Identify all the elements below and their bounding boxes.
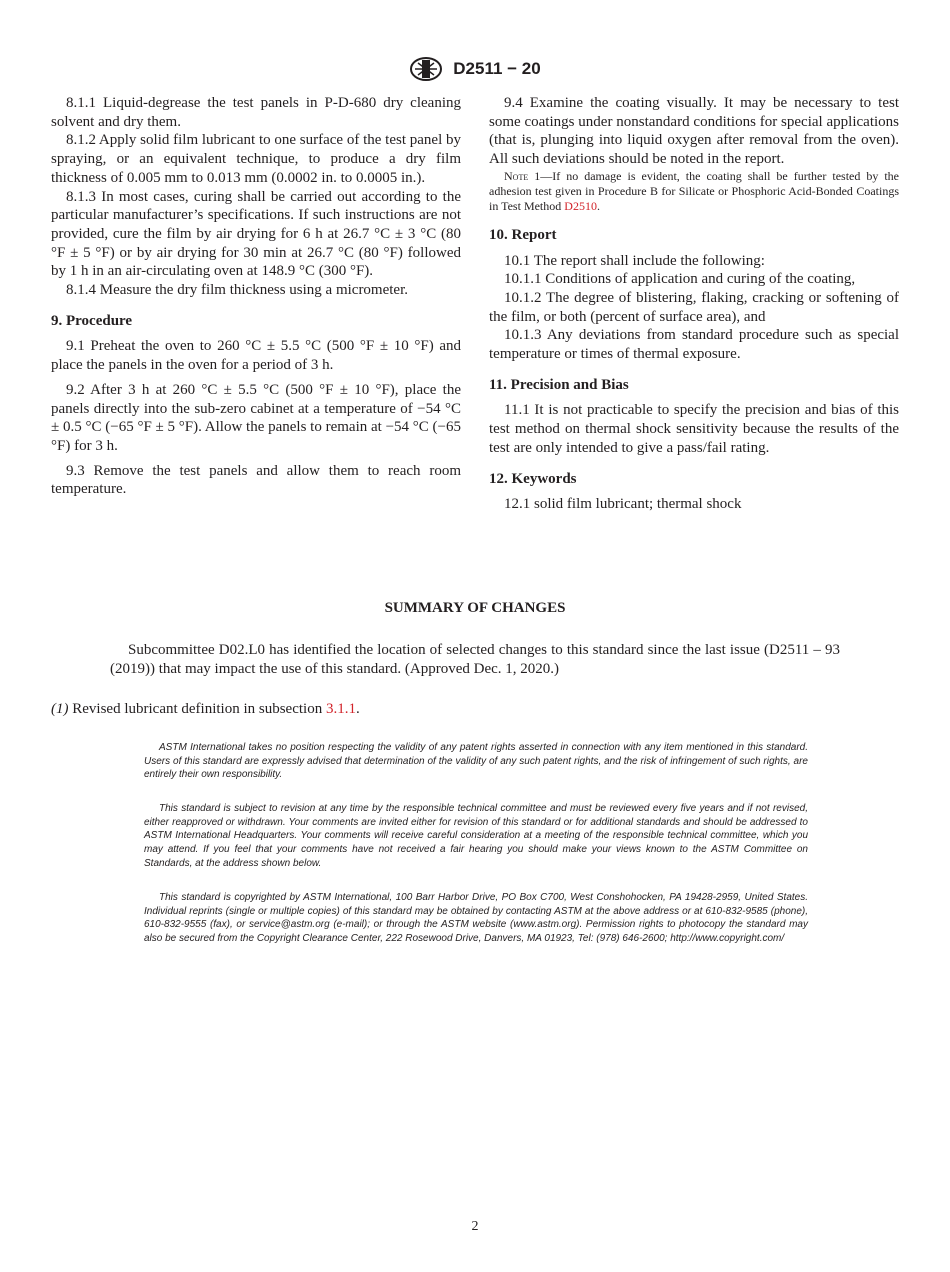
paragraph-8-1-1: 8.1.1 Liquid-degrease the test panels in P-D-680 dry cleaning solvent and dry them.	[51, 95, 461, 130]
section-heading-report: 10. Report	[489, 226, 557, 243]
paragraph-9-2: 9.2 After 3 h at 260 °C ± 5.5 °C (500 °F ± 10 °F), place the panels directly into the sub-zero cabinet at a temperature of −54 °C ± 0.5 °C (−65 °F ± 5 °F). Allow the panels to remain at −54 °C (−65 °F) for 3 h.	[51, 381, 461, 454]
paragraph-8-1-3: 8.1.3 In most cases, curing shall be carried out according to the particular manufacturer’s specifications. If such instructions are not provided, cure the film by air drying for 6 h at 26.7 °C ± 3 °C (80 °F ± 5 °F) or by air drying for 30 min at 26.7 °C (80 °F) followed by 1 h in an air-circulating oven at 148.9 °C (300 °F).	[51, 188, 461, 280]
document-id: D2511 − 20	[453, 59, 541, 78]
right-column	[489, 94, 899, 514]
paragraph-11-1: 11.1 It is not practicable to specify the precision and bias of this test method on thermal shock sensitivity because the results of the test are only intended to give a pass/fail rating.	[489, 402, 899, 456]
summary-intro: Subcommittee D02.L0 has identified the location of selected changes to this standard since the last issue (D2511 – 93 (2019)) that may impact the use of this standard. (Approved Dec. 1, 2020.)	[110, 642, 840, 677]
paragraph-9-4: 9.4 Examine the coating visually. It may be necessary to test some coatings under nonstandard conditions for special applications (that is, plunging into liquid oxygen after removal from the oven). All such deviations should be noted in the report.	[489, 95, 899, 168]
paragraph-8-1-2: 8.1.2 Apply solid film lubricant to one surface of the test panel by spraying, or an equivalent technique, to produce a dry film thickness of 0.005 mm to 0.013 mm (0.0002 in. to 0.0005 in.).	[51, 132, 461, 186]
paragraph-10-1-2: 10.1.2 The degree of blistering, flaking, cracking or softening of the film, or both (percent of surface area), and	[489, 289, 899, 325]
left-column	[51, 94, 461, 499]
page-number: 2	[471, 1219, 479, 1234]
note-label: Note 1	[504, 168, 541, 183]
paragraph-10-1-1: 10.1.1 Conditions of application and curing of the coating,	[504, 271, 856, 288]
section-heading-procedure: 9. Procedure	[51, 312, 133, 329]
note-end: .	[596, 198, 600, 213]
d2510-link[interactable]: D2510	[564, 198, 597, 213]
note-text: —If no damage is evident, the coating shall be further tested by the adhesion test given in Procedure B for Silicate or Phosphoric Acid-Bonded Coatings in Test Method	[489, 168, 900, 213]
change-item-end: .	[355, 701, 360, 717]
change-item-text: Revised lubricant definition in subsection	[68, 701, 326, 717]
note-1	[489, 169, 899, 214]
subsection-3-1-1-link[interactable]: 3.1.1	[325, 701, 356, 717]
paragraph-10-1: 10.1 The report shall include the following:	[504, 252, 765, 269]
summary-of-changes-title: SUMMARY OF CHANGES	[384, 600, 566, 616]
page-header	[0, 56, 950, 82]
paragraph-9-1: 9.1 Preheat the oven to 260 °C ± 5.5 °C (500 °F ± 10 °F) and place the panels in the oven for a period of 3 h.	[51, 338, 461, 374]
paragraph-10-1-3: 10.1.3 Any deviations from standard procedure such as special temperature or times of thermal exposure.	[489, 327, 899, 363]
change-item	[51, 701, 901, 718]
revision-notice: This standard is subject to revision at any time by the responsible technical committee and must be reviewed every five years and if not revised, either reapproved or withdrawn. Your comments are invited either for revision of this standard or for additional standards and should be addressed to ASTM International Headquarters. Your comments will receive careful consideration at a meeting of the responsible technical committee, which you may attend. If you feel that your comments have not received a fair hearing you should make your views known to the ASTM Committee on Standards, at the address shown below.	[144, 803, 808, 869]
section-heading-precision-bias: 11. Precision and Bias	[489, 376, 629, 393]
paragraph-9-3: 9.3 Remove the test panels and allow them to reach room temperature.	[51, 462, 461, 498]
change-item-number: (1)	[51, 701, 69, 717]
paragraph-8-1-4: 8.1.4 Measure the dry film thickness using a micrometer.	[66, 282, 409, 299]
astm-logo-icon	[409, 56, 443, 82]
paragraph-12-1: 12.1 solid film lubricant; thermal shock	[504, 496, 742, 513]
copyright-notice: This standard is copyrighted by ASTM International, 100 Barr Harbor Drive, PO Box C700, West Conshohocken, PA 19428-2959, United States. Individual reprints (single or multiple copies) of this standard may be obtained by contacting ASTM at the above address or at 610-832-9585 (phone), 610-832-9555 (fax), or service@astm.org (e-mail); or through the ASTM website (www.astm.org). Permission rights to photocopy the standard may also be secured from the Copyright Clearance Center, 222 Rosewood Drive, Danvers, MA 01923, Tel: (978) 646-2600; http://www.copyright.com/	[144, 892, 808, 945]
section-heading-keywords: 12. Keywords	[489, 470, 577, 487]
patent-disclaimer: ASTM International takes no position respecting the validity of any patent rights asserted in connection with any item mentioned in this standard. Users of this standard are expressly advised that determination of the validity of any such patent rights, and the risk of infringement of such rights, are entirely their own responsibility.	[144, 742, 808, 781]
